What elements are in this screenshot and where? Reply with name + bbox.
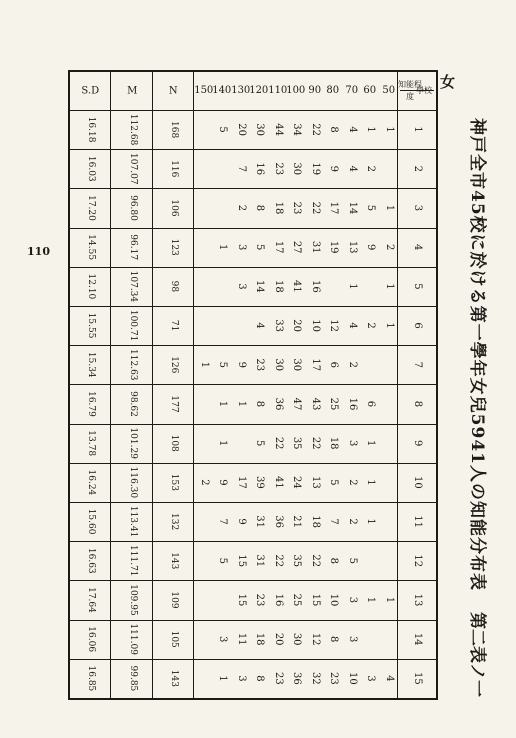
table-cell: 10 bbox=[310, 319, 321, 332]
summary-cell: 106 bbox=[169, 199, 180, 217]
row-label: 120 bbox=[249, 84, 269, 96]
table-cell: 1 bbox=[365, 440, 377, 447]
table-cell: 1 bbox=[365, 126, 377, 133]
table-cell: 36 bbox=[273, 515, 284, 528]
table-cell: 36 bbox=[291, 672, 303, 685]
table-cell: 2 bbox=[236, 204, 247, 212]
table-cell: 31 bbox=[254, 515, 266, 528]
column-header: 5 bbox=[412, 283, 423, 290]
table-cell: 13 bbox=[310, 476, 321, 489]
table-cell: 25 bbox=[291, 593, 303, 607]
table-label: 第二表ノ一 bbox=[467, 612, 487, 697]
table-cell: 3 bbox=[347, 596, 358, 604]
summary-cell: 112.63 bbox=[128, 349, 138, 381]
table-cell bbox=[324, 267, 343, 306]
column-header: 3 bbox=[412, 204, 423, 212]
table-cell bbox=[380, 620, 399, 659]
summary-cell: 16.03 bbox=[86, 155, 97, 182]
row-label: 80 bbox=[326, 84, 340, 96]
table-cell bbox=[195, 228, 214, 267]
table-cell: 1 bbox=[365, 518, 377, 525]
table-cell: 4 bbox=[347, 322, 358, 329]
table-cell bbox=[380, 345, 399, 384]
table-cell: 17 bbox=[328, 201, 340, 215]
column-header: 8 bbox=[412, 400, 423, 408]
table-cell bbox=[195, 620, 214, 659]
summary-cell: 98.62 bbox=[128, 391, 138, 417]
table-cell: 9 bbox=[365, 244, 377, 251]
table-cell bbox=[195, 659, 214, 698]
summary-cell: 98 bbox=[169, 280, 180, 293]
table-cell: 7 bbox=[236, 165, 247, 172]
table-cell bbox=[232, 424, 251, 463]
table-cell: 11 bbox=[236, 632, 247, 646]
column-rule bbox=[70, 267, 436, 268]
table-cell: 5 bbox=[254, 440, 266, 447]
table-cell: 24 bbox=[291, 476, 303, 489]
table-cell bbox=[195, 306, 214, 345]
table-cell: 23 bbox=[254, 358, 266, 372]
table-cell: 41 bbox=[291, 280, 303, 293]
table-cell: 33 bbox=[273, 319, 284, 332]
table-cell: 16 bbox=[310, 280, 321, 293]
table-cell: 2 bbox=[365, 322, 377, 329]
table-cell: 1 bbox=[217, 675, 229, 682]
table-cell bbox=[380, 149, 399, 188]
summary-cell: 126 bbox=[169, 356, 180, 374]
column-header: 15 bbox=[412, 672, 423, 685]
table-cell: 1 bbox=[217, 244, 229, 251]
column-header: 6 bbox=[412, 322, 423, 329]
column-rule bbox=[70, 502, 436, 503]
column-header: 14 bbox=[412, 632, 423, 646]
table-cell: 22 bbox=[310, 201, 321, 215]
table-cell: 27 bbox=[291, 240, 303, 254]
table-cell: 6 bbox=[328, 361, 340, 368]
table-cell bbox=[361, 541, 380, 580]
table-cell bbox=[213, 306, 232, 345]
summary-cell: 15.34 bbox=[86, 351, 97, 378]
corner-label-level: 知能程度 bbox=[398, 80, 422, 101]
summary-cell: 96.80 bbox=[128, 195, 138, 221]
table-cell: 7 bbox=[328, 518, 340, 525]
table-cell bbox=[195, 110, 214, 149]
summary-cell: 116.30 bbox=[128, 466, 138, 499]
table-cell: 19 bbox=[328, 240, 340, 254]
summary-cell: 143 bbox=[169, 552, 180, 570]
summary-cell: 109.95 bbox=[128, 584, 138, 616]
column-rule bbox=[70, 424, 436, 425]
column-header: 13 bbox=[412, 593, 423, 607]
table-cell: 5 bbox=[347, 557, 358, 564]
table-cell: 5 bbox=[365, 204, 377, 212]
table-cell bbox=[213, 188, 232, 227]
table-cell: 4 bbox=[254, 322, 266, 329]
summary-cell: 107.07 bbox=[128, 153, 138, 185]
table-title: 神戸全市45校に於ける第一學年女兒5941人の知能分布表 bbox=[467, 118, 487, 591]
table-cell: 18 bbox=[254, 632, 266, 646]
column-rule bbox=[70, 306, 436, 307]
table-cell: 32 bbox=[310, 672, 321, 685]
table-cell: 1 bbox=[365, 479, 377, 486]
table-cell: 1 bbox=[199, 361, 210, 368]
table-cell: 15 bbox=[236, 554, 247, 568]
table-cell bbox=[195, 188, 214, 227]
table-cell: 3 bbox=[217, 636, 229, 643]
table-cell: 41 bbox=[273, 476, 284, 489]
table-cell: 3 bbox=[347, 440, 358, 447]
table-cell: 10 bbox=[347, 672, 358, 685]
table-cell: 30 bbox=[291, 162, 303, 176]
table-cell bbox=[213, 580, 232, 619]
summary-cell: 17.20 bbox=[86, 195, 97, 221]
table-cell: 23 bbox=[328, 672, 340, 685]
table-cell bbox=[380, 463, 399, 502]
summary-cell: 16.79 bbox=[86, 391, 97, 417]
column-header: 12 bbox=[412, 554, 423, 568]
table-cell: 15 bbox=[310, 593, 321, 607]
table-cell: 35 bbox=[291, 436, 303, 450]
table-cell: 8 bbox=[328, 126, 340, 133]
table-cell bbox=[380, 502, 399, 541]
summary-cell: 16.85 bbox=[86, 665, 97, 692]
table-cell: 25 bbox=[328, 397, 340, 411]
table-cell: 3 bbox=[347, 636, 358, 643]
table-cell: 19 bbox=[310, 162, 321, 176]
summary-cell: 123 bbox=[169, 238, 180, 256]
summary-label: S.D bbox=[81, 85, 100, 97]
table-cell: 14 bbox=[347, 201, 358, 215]
table-cell: 31 bbox=[254, 554, 266, 568]
table-cell bbox=[195, 580, 214, 619]
table-cell: 3 bbox=[365, 675, 377, 682]
summary-cell: 14.55 bbox=[86, 234, 97, 261]
table-cell: 12 bbox=[310, 632, 321, 646]
table-cell: 16 bbox=[254, 162, 266, 176]
table-cell: 8 bbox=[328, 557, 340, 564]
table-cell: 1 bbox=[384, 204, 395, 212]
table-cell: 2 bbox=[347, 479, 358, 486]
summary-cell: 105 bbox=[169, 630, 180, 648]
table-cell: 13 bbox=[347, 240, 358, 254]
summary-cell: 109 bbox=[169, 591, 180, 609]
summary-cell: 153 bbox=[169, 473, 180, 491]
row-label: 100 bbox=[286, 84, 306, 96]
table-cell: 8 bbox=[254, 675, 266, 682]
summary-cell: 16.18 bbox=[86, 116, 97, 143]
row-label: 70 bbox=[345, 84, 359, 96]
table-cell: 2 bbox=[347, 518, 358, 525]
table-cell: 35 bbox=[291, 554, 303, 568]
table-cell: 20 bbox=[291, 319, 303, 332]
column-rule bbox=[70, 228, 436, 229]
table-cell: 1 bbox=[347, 283, 358, 290]
table-cell: 4 bbox=[384, 675, 395, 682]
table-cell: 18 bbox=[273, 201, 284, 215]
table-cell: 9 bbox=[328, 165, 340, 172]
table-cell: 4 bbox=[347, 165, 358, 172]
table-cell: 1 bbox=[384, 596, 395, 604]
table-cell bbox=[361, 345, 380, 384]
table-cell: 5 bbox=[217, 557, 229, 564]
table-cell: 1 bbox=[384, 322, 395, 329]
column-header: 10 bbox=[412, 476, 423, 489]
column-rule bbox=[70, 541, 436, 542]
row-label: 140 bbox=[212, 84, 232, 96]
table-cell: 2 bbox=[347, 361, 358, 368]
table-cell: 18 bbox=[273, 280, 284, 293]
table-cell: 8 bbox=[254, 204, 266, 212]
summary-cell: 96.17 bbox=[128, 234, 138, 261]
summary-cell: 15.55 bbox=[86, 312, 97, 339]
summary-cell: 112.68 bbox=[128, 113, 138, 146]
table-cell: 23 bbox=[291, 201, 303, 215]
summary-cell: 107.34 bbox=[128, 270, 138, 303]
table-cell: 3 bbox=[236, 283, 247, 290]
table-cell: 44 bbox=[273, 123, 284, 136]
table-cell bbox=[380, 384, 399, 423]
column-rule bbox=[70, 463, 436, 464]
column-rule bbox=[70, 620, 436, 621]
table-cell: 22 bbox=[273, 554, 284, 568]
summary-cell: 16.24 bbox=[86, 469, 97, 496]
summary-cell: 100.71 bbox=[128, 309, 138, 342]
table-cell: 30 bbox=[254, 123, 266, 136]
table-cell: 20 bbox=[236, 123, 247, 136]
table-cell: 15 bbox=[236, 593, 247, 607]
table-cell: 5 bbox=[217, 361, 229, 368]
row-label: 50 bbox=[382, 84, 396, 96]
summary-cell: 111.09 bbox=[128, 623, 138, 655]
table-cell: 1 bbox=[236, 400, 247, 408]
table-cell: 30 bbox=[291, 632, 303, 646]
summary-cell: 101.29 bbox=[128, 427, 138, 459]
column-header: 1 bbox=[412, 126, 423, 133]
table-cell: 47 bbox=[291, 397, 303, 411]
page-number: 110 bbox=[27, 244, 50, 258]
row-label: 110 bbox=[268, 84, 288, 96]
table-cell bbox=[195, 541, 214, 580]
table-cell: 12 bbox=[328, 319, 340, 332]
summary-cell: 168 bbox=[169, 121, 180, 139]
table-cell: 22 bbox=[310, 123, 321, 136]
table-cell: 30 bbox=[273, 358, 284, 372]
summary-cell: 99.85 bbox=[128, 665, 138, 692]
table-cell bbox=[213, 267, 232, 306]
table-cell bbox=[195, 267, 214, 306]
table-cell: 1 bbox=[384, 126, 395, 133]
summary-cell: 113.41 bbox=[128, 505, 138, 538]
summary-cell: 132 bbox=[169, 513, 180, 531]
table-cell bbox=[361, 267, 380, 306]
table-cell: 9 bbox=[236, 518, 247, 525]
table-cell: 1 bbox=[217, 400, 229, 408]
table-cell bbox=[195, 502, 214, 541]
column-rule bbox=[70, 345, 436, 346]
table-cell: 7 bbox=[217, 518, 229, 525]
row-label: 130 bbox=[231, 84, 251, 96]
row-label: 60 bbox=[363, 84, 377, 96]
table-cell bbox=[380, 424, 399, 463]
summary-cell: 111.71 bbox=[128, 545, 138, 577]
distribution-table bbox=[68, 70, 438, 700]
column-rule bbox=[70, 149, 436, 150]
summary-cell: 16.06 bbox=[86, 626, 97, 653]
table-cell: 17 bbox=[236, 476, 247, 489]
summary-cell: 108 bbox=[169, 434, 180, 452]
column-header: 9 bbox=[412, 440, 423, 447]
table-cell: 4 bbox=[347, 126, 358, 133]
table-cell: 3 bbox=[236, 244, 247, 251]
table-cell bbox=[232, 306, 251, 345]
table-cell: 23 bbox=[254, 593, 266, 607]
summary-cell: 16.63 bbox=[86, 547, 97, 574]
table-cell: 22 bbox=[273, 436, 284, 450]
column-rule bbox=[70, 384, 436, 385]
table-cell: 5 bbox=[217, 126, 229, 133]
table-cell: 17 bbox=[310, 358, 321, 372]
table-cell: 22 bbox=[310, 554, 321, 568]
column-header: 2 bbox=[412, 165, 423, 172]
table-cell: 31 bbox=[310, 240, 321, 254]
table-cell bbox=[361, 620, 380, 659]
table-cell bbox=[195, 384, 214, 423]
table-cell: 8 bbox=[254, 400, 266, 408]
table-cell: 9 bbox=[217, 479, 229, 486]
table-cell: 16 bbox=[273, 593, 284, 607]
table-cell: 18 bbox=[310, 515, 321, 528]
table-cell: 6 bbox=[365, 400, 377, 408]
corner-diagonal bbox=[400, 90, 434, 91]
table-cell: 2 bbox=[384, 244, 395, 251]
label-rule bbox=[70, 110, 436, 111]
table-cell: 34 bbox=[291, 123, 303, 136]
side-marker: 女 bbox=[439, 73, 456, 92]
table-cell: 30 bbox=[291, 358, 303, 372]
table-cell: 16 bbox=[347, 397, 358, 411]
table-cell: 8 bbox=[328, 636, 340, 643]
summary-cell: 17.64 bbox=[86, 587, 97, 613]
table-cell: 1 bbox=[384, 283, 395, 290]
table-cell: 39 bbox=[254, 476, 266, 489]
table-cell: 20 bbox=[273, 632, 284, 646]
summary-cell: 71 bbox=[169, 319, 180, 332]
table-cell: 23 bbox=[273, 162, 284, 176]
table-cell: 2 bbox=[365, 165, 377, 172]
table-cell: 43 bbox=[310, 397, 321, 411]
table-cell: 23 bbox=[273, 672, 284, 685]
column-header: 7 bbox=[412, 361, 423, 368]
table-cell bbox=[380, 541, 399, 580]
table-cell: 21 bbox=[291, 515, 303, 528]
table-cell: 2 bbox=[199, 479, 210, 486]
summary-cell: 12.10 bbox=[86, 273, 97, 300]
row-label: 90 bbox=[308, 84, 322, 96]
table-cell: 5 bbox=[328, 479, 340, 486]
table-cell: 14 bbox=[254, 280, 266, 293]
table-cell: 36 bbox=[273, 397, 284, 411]
summary-label: N bbox=[169, 85, 179, 97]
column-rule bbox=[70, 188, 436, 189]
table-cell bbox=[195, 424, 214, 463]
column-rule bbox=[70, 659, 436, 660]
column-rule bbox=[70, 580, 436, 581]
table-cell: 9 bbox=[236, 361, 247, 368]
table-cell bbox=[195, 149, 214, 188]
table-cell: 22 bbox=[310, 436, 321, 450]
table-cell: 10 bbox=[328, 593, 340, 607]
summary-cell: 177 bbox=[169, 395, 180, 413]
table-cell: 3 bbox=[236, 675, 247, 682]
table-cell: 5 bbox=[254, 244, 266, 251]
summary-cell: 143 bbox=[169, 669, 180, 687]
summary-cell: 116 bbox=[169, 160, 180, 178]
summary-cell: 15.60 bbox=[86, 508, 97, 535]
table-cell: 18 bbox=[328, 436, 340, 450]
table-cell: 1 bbox=[217, 440, 229, 447]
table-cell bbox=[213, 149, 232, 188]
row-label: 150 bbox=[194, 84, 214, 96]
summary-cell: 13.78 bbox=[86, 430, 97, 457]
table-cell: 17 bbox=[273, 240, 284, 254]
column-header: 4 bbox=[412, 244, 423, 251]
table-cell: 1 bbox=[365, 596, 377, 604]
summary-label: M bbox=[127, 85, 138, 97]
column-header: 11 bbox=[412, 515, 423, 528]
